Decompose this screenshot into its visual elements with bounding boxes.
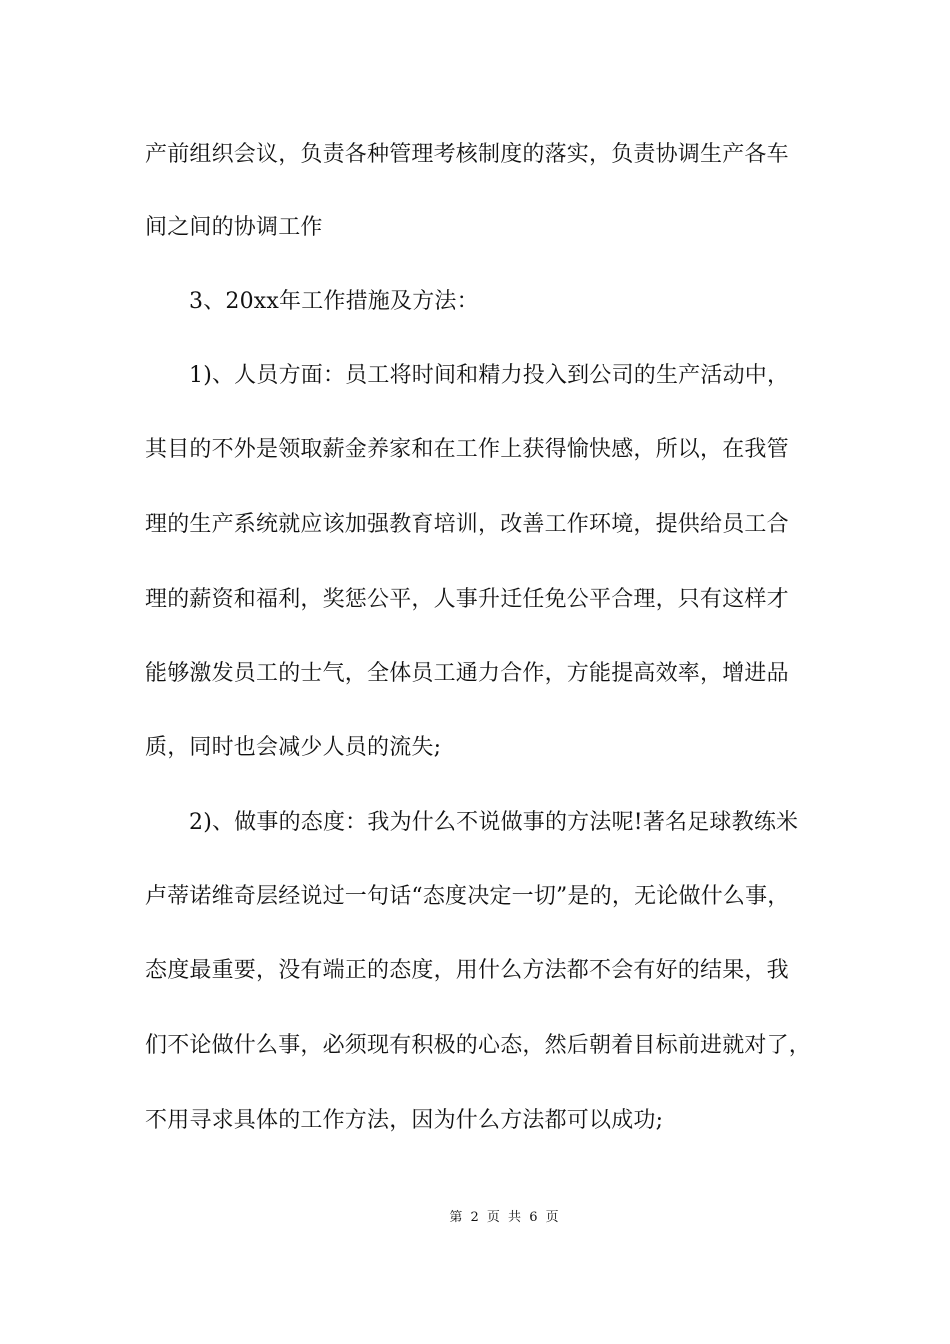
- text-line: 产前组织会议，负责各种管理考核制度的落实，负责协调生产各车: [145, 142, 789, 167]
- text-line: 不用寻求具体的工作方法，因为什么方法都可以成功;: [145, 1108, 664, 1133]
- text-line: 质，同时也会减少人员的流失;: [145, 735, 442, 760]
- text-line: 卢蒂诺维奇层经说过一句话“态度决定一切”是的，无论做什么事，: [145, 884, 790, 909]
- text-line: 其目的不外是领取薪金养家和在工作上获得愉快感，所以，在我管: [145, 437, 789, 462]
- text-line: 们不论做什么事，必须现有积极的心态，然后朝着目标前进就对了，: [145, 1033, 812, 1058]
- text-line: 态度最重要，没有端正的态度，用什么方法都不会有好的结果，我: [145, 958, 789, 983]
- page-number-footer: 第 2 页 共 6 页: [449, 1210, 561, 1225]
- text-line: 1)、人员方面：员工将时间和精力投入到公司的生产活动中，: [189, 363, 790, 388]
- section-heading: 3、20xx年工作措施及方法：: [189, 289, 479, 314]
- text-line: 理的生产系统就应该加强教育培训，改善工作环境，提供给员工合: [145, 512, 789, 537]
- text-line: 理的薪资和福利，奖惩公平，人事升迁任免公平合理，只有这样才: [145, 587, 789, 612]
- text-line: 2)、做事的态度：我为什么不说做事的方法呢!著名足球教练米: [189, 810, 799, 835]
- text-line: 能够激发员工的士气，全体员工通力合作，方能提高效率，增进品: [145, 661, 789, 686]
- text-line: 间之间的协调工作: [145, 215, 323, 240]
